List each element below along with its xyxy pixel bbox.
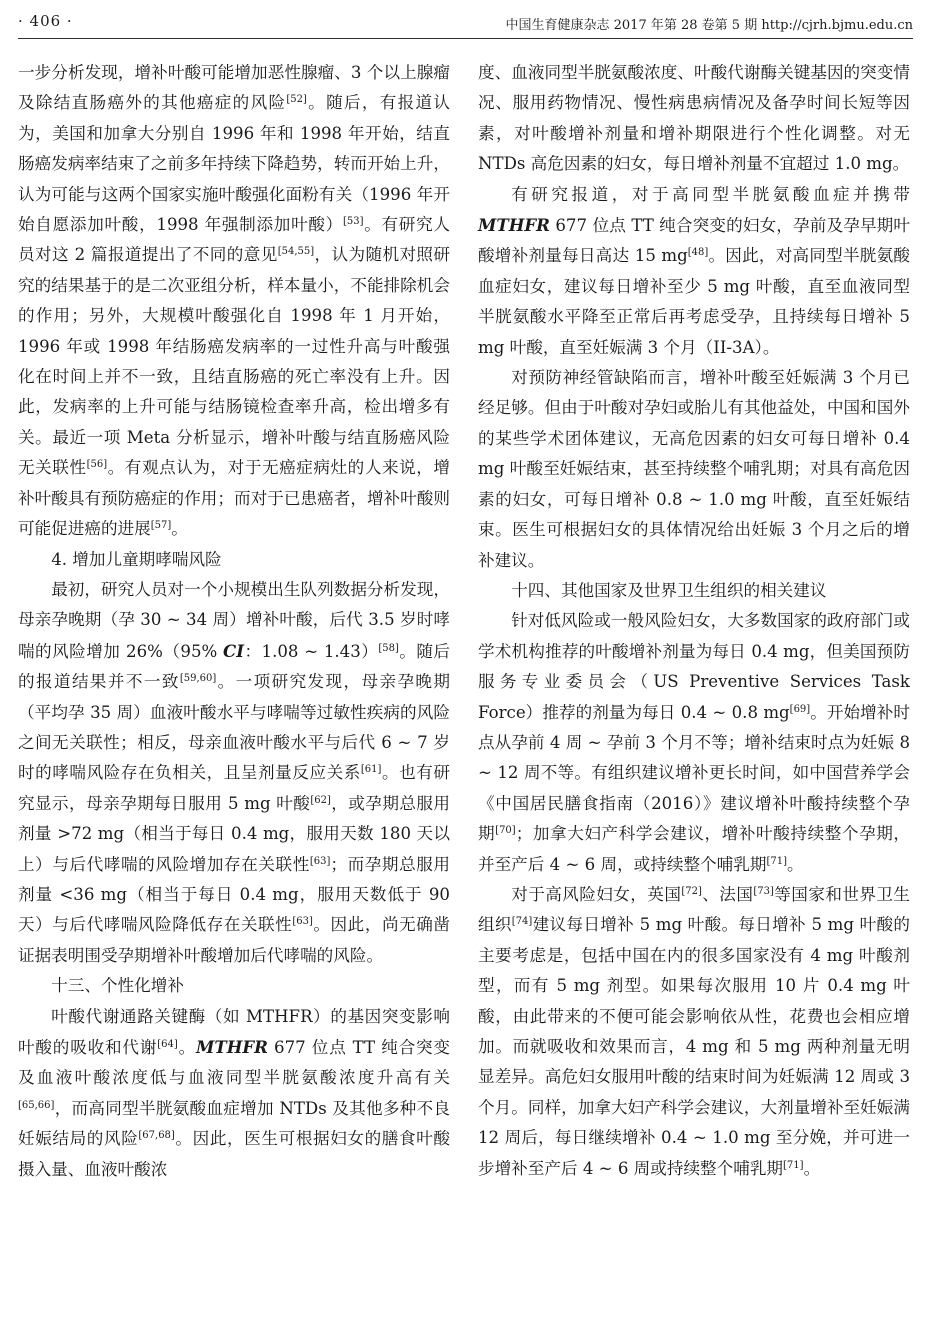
paragraph: 度、血液同型半胱氨酸浓度、叶酸代谢酶关键基因的突变情况、服用药物情况、慢性病患病情况及备孕时间长短等因素，对叶酸增补剂量和增补期限进行个性化调整。对无 NTDs 高危因素的妇女，每日增补剂量不宜超过 1.0 mg。	[478, 63, 910, 174]
citation[interactable]: [52]	[286, 94, 307, 106]
citation[interactable]: [71]	[783, 1159, 804, 1171]
section-heading: 十三、个性化增补	[51, 976, 184, 996]
paragraph: 叶酸代谢通路关键酶（如 MTHFR）的基因突变影响叶酸的吸收和代谢[64]。MTHFR 677 位点 TT 纯合突变及血液叶酸浓度低与血液同型半胱氨酸浓度升高有关[65,66]，而高同型半胱氨酸血症增加 NTDs 及其他多种不良妊娠结局的风险[67,68]。因此，医生可根据妇女的膳食叶酸摄入量、血液叶酸浓	[18, 1006, 451, 1179]
paragraph: 针对低风险或一般风险妇女，大多数国家的政府部门或学术机构推荐的叶酸增补剂量为每日 0.4 mg，但美国预防服务专业委员会（US Preventive Services Task Force）推荐的剂量为每日 0.4 ~ 0.8 mg[69]。开始增补时点从孕前 4 周 ~ 孕前 3 个月不等；增补结束时点为妊娠 8 ~ 12 周不等。有组织建议增补更长时间，如中国营养学会《中国居民膳食指南（2016）》建议增补叶酸持续整个孕期[70]；加拿大妇产科学会建议，增补叶酸持续整个孕期，并至产后 4 ~ 6 周，或持续整个哺乳期[71]。	[478, 611, 911, 874]
section-heading: 十四、其他国家及世界卫生组织的相关建议	[511, 580, 827, 600]
citation[interactable]: [70]	[495, 825, 516, 837]
citation[interactable]: [56]	[86, 459, 108, 471]
citation[interactable]: [63]	[292, 916, 313, 928]
citation[interactable]: [71]	[766, 855, 787, 867]
citation[interactable]: [58]	[378, 642, 399, 654]
citation[interactable]: [74]	[511, 916, 533, 928]
citation[interactable]: [61]	[360, 764, 382, 776]
paragraph: 最初，研究人员对一个小规模出生队列数据分析发现，母亲孕晚期（孕 30 ~ 34 周）增补叶酸，后代 3.5 岁时哮喘的风险增加 26%（95% CI：1.08 ~ 1.43）[58]。随后的报道结果并不一致[59,60]。一项研究发现，母亲孕晚期（平均孕 35 周）血液叶酸水平与哮喘等过敏性疾病的风险之间无关联性；相反，母亲血液叶酸水平与后代 6 ~ 7 岁时的哮喘风险存在负相关，且呈剂量反应关系[61]。也有研究显示，母亲孕期每日服用 5 mg 叶酸[62]，或孕期总服用剂量 >72 mg（相当于每日 0.4 mg，服用天数 180 天以上）与后代哮喘的风险增加存在关联性[63]；而孕期总服用剂量 <36 mg（相当于每日 0.4 mg，服用天数低于 90 天）与后代哮喘风险降低存在关联性[63]。因此，尚无确凿证据表明围受孕期增补叶酸增加后代哮喘的风险。	[18, 579, 451, 965]
subsection-heading: 4. 增加儿童期哮喘风险	[51, 549, 222, 569]
citation[interactable]: [73]	[753, 885, 774, 897]
citation[interactable]: [69]	[789, 703, 811, 715]
left-column	[18, 58, 450, 1185]
header-rule	[18, 38, 913, 39]
paragraph: 对于高风险妇女，英国[72]、法国[73]等国家和世界卫生组织[74]建议每日增补 5 mg 叶酸。每日增补 5 mg 叶酸的主要考虑是，包括中国在内的很多国家没有 4 mg 叶酸剂型，而有 5 mg 剂型。如果每次服用 10 片 0.4 mg 叶酸，由此带来的不便可能会影响依从性，花费也会相应增加。而就吸收和效果而言，4 mg 和 5 mg 两种剂量无明显差异。高危妇女服用叶酸的结束时间为妊娠满 12 周或 3 个月。同样，加拿大妇产科学会建议，大剂量增补至妊娠满 12 周后，每日继续增补 0.4 ~ 1.0 mg 至分娩，并可进一步增补至产后 4 ~ 6 周或持续整个哺乳期[71]。	[478, 884, 910, 1178]
citation[interactable]: [72]	[681, 885, 702, 897]
citation[interactable]: [64]	[157, 1039, 178, 1050]
citation[interactable]: [67,68]	[138, 1130, 175, 1142]
citation[interactable]: [54,55]	[277, 246, 315, 258]
citation[interactable]: [62]	[310, 794, 331, 806]
citation[interactable]: [63]	[309, 855, 331, 867]
citation[interactable]: [59,60]	[179, 673, 217, 685]
paragraph: 一步分析发现，增补叶酸可能增加恶性腺瘤、3 个以上腺瘤及除结直肠癌外的其他癌症的风险[52]。随后，有报道认为，美国和加拿大分别自 1996 年和 1998 年开始，结直肠癌发病率结束了之前多年持续下降趋势，转而开始上升，认为可能与这两个国家实施叶酸强化面粉有关（1996 年开始自愿添加叶酸，1998 年强制添加叶酸）[53]。有研究人员对这 2 篇报道提出了不同的意见[54,55]，认为随机对照研究的结果基于的是二次亚组分析，样本量小，不能排除机会的作用；另外，大规模叶酸强化自 1998 年 1 月开始，1996 年或 1998 年结肠癌发病率的一过性升高与叶酸强化在时间上并不一致，且结直肠癌的死亡率没有上升。因此，发病率的上升可能与结肠镜检查率升高，检出增多有关。最近一项 Meta 分析显示，增补叶酸与结直肠癌风险无关联性[56]。有观点认为，对于无癌症病灶的人来说，增补叶酸具有预防癌症的作用；而对于已患癌者，增补叶酸则可能促进癌的进展[57]。	[18, 63, 451, 539]
citation[interactable]: [65,66]	[18, 1099, 55, 1111]
journal-citation: 中国生育健康杂志 2017 年第 28 卷第 5 期 http://cjrh.bjmu.edu.cn	[505, 18, 913, 33]
citation[interactable]: [53]	[342, 216, 364, 228]
right-column	[478, 58, 910, 1184]
paragraph: 对预防神经管缺陷而言，增补叶酸至妊娠满 3 个月已经足够。但由于叶酸对孕妇或胎儿有其他益处，中国和国外的某些学术团体建议，无高危因素的妇女可每日增补 0.4 mg 叶酸至妊娠结束，甚至持续整个哺乳期；对具有高危因素的妇女，可每日增补 0.8 ~ 1.0 mg 叶酸，直至妊娠结束。医生可根据妇女的具体情况给出妊娠 3 个月之后的增补建议。	[478, 368, 910, 570]
citation[interactable]: [57]	[150, 520, 172, 532]
paragraph: 有研究报道，对于高同型半胱氨酸血症并携带 MTHFR 677 位点 TT 纯合突变的妇女，孕前及孕早期叶酸增补剂量每日高达 15 mg[48]。因此，对高同型半胱氨酸血症妇女，建议每日增补至少 5 mg 叶酸，直至血液同型半胱氨酸水平降至正常后再考虑受孕，且持续每日增补 5 mg 叶酸，直至妊娠满 3 个月（II-3A）。	[478, 184, 910, 357]
page-number: · 406 ·	[18, 12, 73, 30]
page-header	[18, 12, 913, 34]
citation[interactable]: [48]	[687, 247, 709, 259]
